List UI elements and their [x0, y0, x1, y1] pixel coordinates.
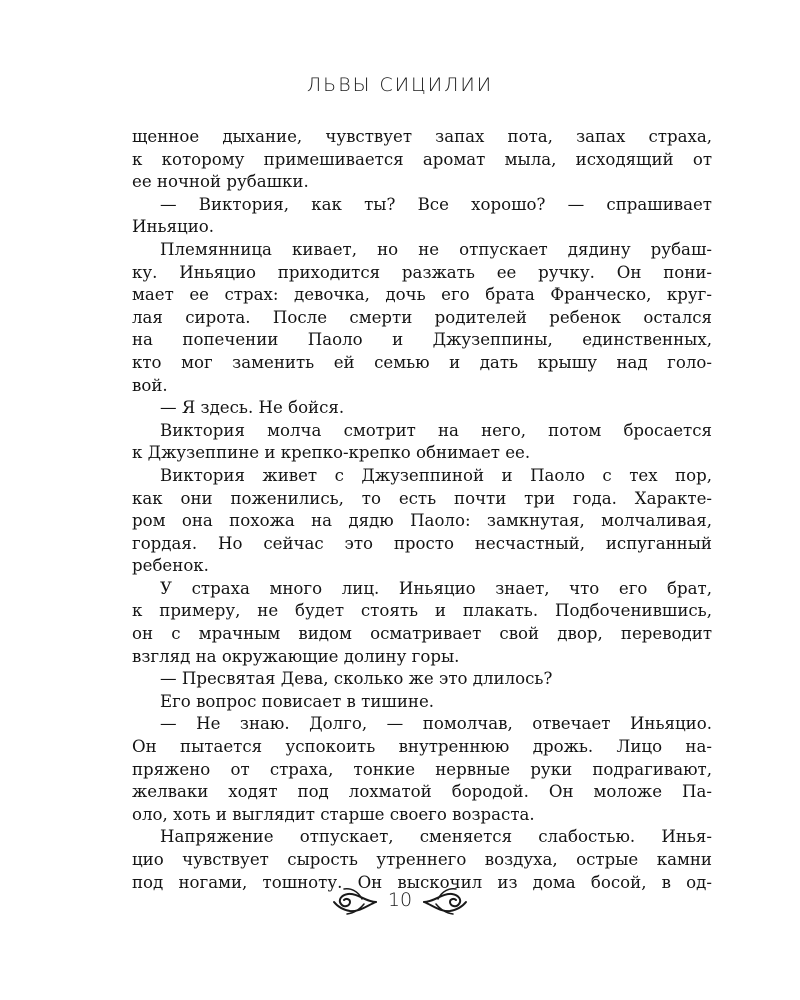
text-line: — Я здесь. Не бойся. — [160, 398, 345, 418]
text-line: ее ночной рубашки. — [132, 172, 309, 192]
text-line: пряжено от страха, тонкие нервные руки подрагивают, — [132, 759, 712, 779]
text-line: на попечении Паоло и Джузеппины, единственных, — [132, 330, 712, 350]
text-line: — Виктория, как ты? Все хорошо? — спрашивает — [160, 194, 712, 214]
text-line: Иньяцио. — [132, 217, 215, 237]
running-title: ЛЬВЫ СИЦИЛИИ — [306, 74, 494, 96]
text-line: гордая. Но сейчас это просто несчастный, испуганный — [132, 533, 712, 553]
text-line: под ногами, тошноту. Он выскочил из дома босой, в од- — [132, 872, 712, 892]
text-line: Он пытается успокоить внутреннюю дрожь. Лицо на- — [132, 737, 712, 757]
text-line: лая сирота. После смерти родителей ребенок остался — [132, 307, 712, 327]
text-line: ром она похожа на дядю Паоло: замкнутая, молчаливая, — [132, 511, 712, 531]
left-flourish-icon — [332, 885, 378, 915]
text-line: Виктория молча смотрит на него, потом бросается — [160, 420, 712, 440]
text-line: Его вопрос повисает в тишине. — [160, 691, 435, 711]
text-line: желваки ходят под лохматой бородой. Он моложе Па- — [132, 782, 712, 802]
text-line: к Джузеппине и крепко-крепко обнимает ее. — [132, 443, 531, 463]
text-line: цио чувствует сырость утреннего воздуха, острые камни — [132, 850, 712, 869]
text-line: — Пресвятая Дева, сколько же это длилось? — [160, 669, 553, 689]
text-line: Племянница кивает, но не отпускает дядину рубаш- — [160, 239, 712, 259]
page-number: 10 — [387, 889, 413, 911]
text-line: кто мог заменить ей семью и дать крышу над голо- — [132, 352, 712, 372]
text-line: как они поженились, то есть почти три года. Характе- — [132, 488, 712, 508]
text-line: ребенок. — [132, 556, 209, 576]
text-line: Напряжение отпускает, сменяется слабостью. Инья- — [160, 827, 712, 847]
text-line: вой. — [132, 375, 168, 395]
text-line: Виктория живет с Джузеппиной и Паоло с тех пор, — [160, 465, 712, 485]
text-line: щенное дыхание, чувствует запах пота, запах страха, — [132, 127, 712, 146]
text-line: к которому примешивается аромат мыла, исходящий от — [132, 149, 712, 169]
text-line: мает ее страх: девочка, дочь его брата Франческо, круг- — [132, 285, 712, 305]
text-line: оло, хоть и выглядит старше своего возраста. — [132, 804, 535, 824]
page-folio — [0, 884, 800, 916]
text-line: У страха много лиц. Иньяцио знает, что его брат, — [160, 578, 712, 598]
text-line: взгляд на окружающие долину горы. — [132, 646, 460, 666]
text-line: к примеру, не будет стоять и плакать. Подбоченившись, — [132, 601, 712, 621]
text-line: — Не знаю. Долго, — помолчав, отвечает Иньяцио. — [160, 714, 712, 734]
text-line: ку. Иньяцио приходится разжать ее ручку. Он пони- — [132, 262, 712, 282]
right-flourish-icon — [422, 885, 468, 915]
page-body — [132, 126, 712, 894]
text-line: он с мрачным видом осматривает свой двор, переводит — [132, 624, 712, 644]
